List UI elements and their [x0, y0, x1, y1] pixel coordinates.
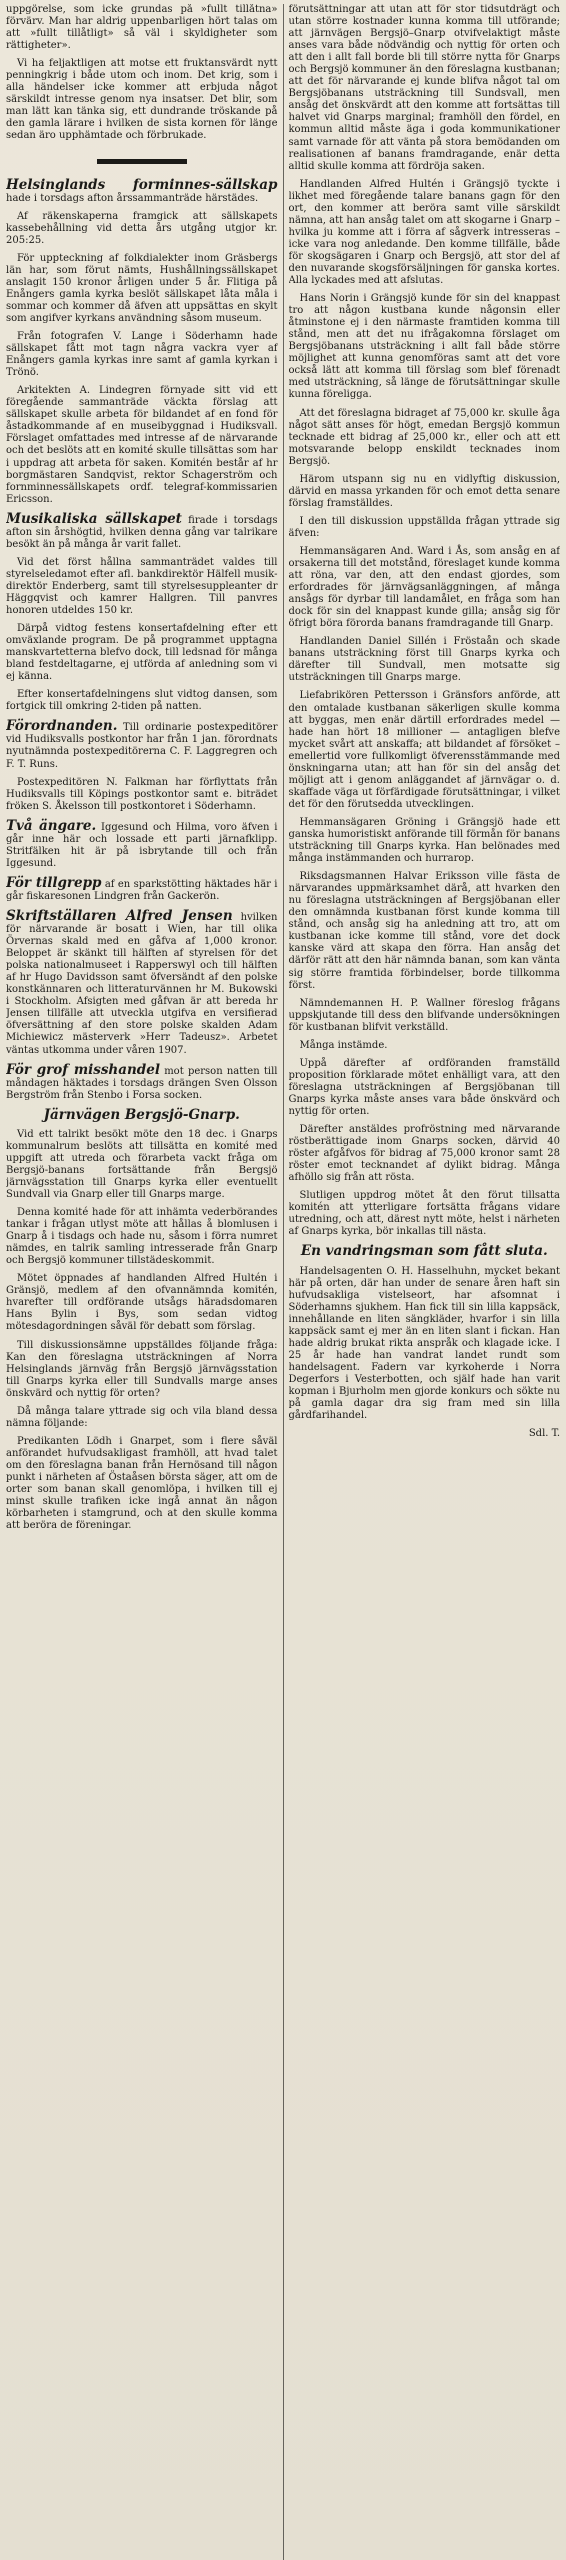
article-paragraph: Nämndemannen H. P. Wallner föreslog frågans uppskjutande till dess den blifvande undersökningen för kustbanan blifvit verkställd.	[288, 997, 560, 1033]
article-lead: mot person natten till måndagen häktades i torsdags drängen Sven Olsson Bergström från Stenbo i Forsa socken.	[6, 1065, 278, 1101]
article-paragraph: Liefabrikören Pettersson i Gränsfors anförde, att den omtalade kustbanan säkerligen skulle komma att byggas, men enär därtill erfordrades medel — hade han hört 18 millioner — antagligen blefve mycket svårt att anskaffa; att bildandet af försöket – emellertid vore fullkomligt öfverensstämmande med önskningarna utan; att han för sin del ansåg det möjligt att i genom anläggandet af järnvägar o. d. skaffade väga ut förfärdigade förutsättningar, i vilket det för den förutsedda utvecklingen.	[288, 690, 560, 810]
article-paragraph: Att det föreslagna bidraget af 75,000 kr. skulle åga något sätt anses för högt, emedan Bergsjö kommun tecknade ett bidrag af 25,000 kr., eller och att ett motsvarande belopp enskildt tecknades inom Bergsjö.	[288, 407, 560, 467]
article-signature: Sdl. T.	[528, 1428, 560, 1440]
article-vandringsman	[289, 1244, 561, 1440]
article-alfred-jensen	[6, 909, 278, 1057]
intro-paragraph: uppgörelse, som icke grundas på »fullt tillåtna» förvärv. Man har aldrig uppenbarligen hört talas om att »fullt tillåtligt» så väl i skyldigheter som rättigheter».	[6, 4, 278, 52]
article-lead: hade i torsdags afton årssammanträde härstädes.	[6, 192, 259, 204]
article-tva-angare	[6, 819, 278, 870]
article-heading: Förordnanden.	[6, 718, 118, 735]
article-lead: af en sparkstötting häktades här i går fiskaresonen Lindgren från Gackerön.	[6, 878, 278, 902]
article-paragraph: Från fotografen V. Lange i Söderhamn hade sällskapet fått mot tagn några vackra vyer af Enångers gamla kyrkas inre samt af gamla kyrkan i Trönö.	[6, 331, 278, 379]
column-rule	[283, 4, 284, 2560]
article-paragraph: Handlanden Daniel Sillén i Fröstaån och skade banans utsträckning först till Gnarps kyrka och därefter till Sundvall, men motsatte sig utsträckningen till Gnarps marge.	[288, 636, 560, 684]
article-paragraph: Många instämde.	[299, 1039, 388, 1051]
article-paragraph: Härom utspann sig nu en vidlyftig diskussion, därvid en massa yrkanden för och emot detta senare förslag framställdes.	[288, 473, 560, 509]
article-paragraph: Postexpeditören N. Falkman har förflyttats från Hudiksvalls till Köpings postkontor samt e. biträdet fröken S. Åkelsson till postkontoret i Söderhamn.	[6, 776, 278, 812]
article-musikaliska	[6, 512, 278, 714]
article-heading: En vandringsman som fått sluta.	[300, 1243, 548, 1260]
article-heading: Två ängare.	[6, 817, 97, 834]
article-heading: Helsinglands forminnes-sällskap	[6, 176, 278, 193]
article-jarnvagen	[6, 1108, 278, 1533]
columns	[6, 4, 560, 2560]
section-divider	[97, 159, 187, 164]
article-paragraph: Därefter anstäldes profröstning med närvarande röstberättigade inom Gnarps socken, därvid 40 röster afgåfvos för bidrag af 75,000 kronor samt 28 röster emot tecknandet af dylikt bidrag. Många afhöllo sig från att rösta.	[288, 1124, 560, 1184]
article-paragraph: För uppteckning af folkdialekter inom Gräsbergs län har, som förut nämts, Hushållningssällskapet anslagit 150 kronor årligen under 5 år. Flitiga på Enångers gamla kyrka beslöt sällskapet låta måla i sommar och kommer då äfven att uppsättas en skylt som angifver kyrkans användning såsom museum.	[6, 252, 278, 324]
article-forminnessallskap	[6, 178, 278, 506]
article-paragraph: Därpå vidtog festens konsertafdelning efter ett omväxlande program. De på programmet upptagna manskvartetterna blefvo dock, till ledsnad för många bland festdeltagarne, ej utförda af anledning som vi ej känna.	[6, 623, 278, 683]
left-column	[6, 4, 278, 2560]
article-lead: Handelsagenten O. H. Hasselhuhn, mycket bekant här på orten, där han under de senare åren haft sin hufvudsakliga vistelseort, har afsomnat i Söderhamns sjukhem. Han fick till sin lilla kappsäck, innehållande en liten sängkläder, hvarfor i sin lilla kappsäck samt ej mer än en liten slant i fickan. Han hade aldrig brukat rikta anspråk och klagade icke. I 25 år hade han vandrat landet rundt som handelsagent. Fadern var kyrkoherde i Norra Degerfors i Vesterbotten, och själf hade han varit kopman i Bjurholm men gjorde konkurs och sökte nu på gamla dagar dra sig fram med sin lilla gårdfarihandel.	[288, 1265, 560, 1422]
article-paragraph: Då många talare yttrade sig och vila bland dessa nämna följande:	[6, 1405, 278, 1429]
article-heading: För tillgrepp	[6, 874, 102, 891]
article-paragraph: Arkitekten A. Lindegren förnyade sitt vid ett föregående sammanträde väckta förslag att sällskapet skulle arbeta för bildandet af en fond för åstadkommande af en museibyggnad i Hudiksvall. Förslaget omfattades med intresse af de närvarande och det beslöts att en komité skulle tillsättas som har i uppdrag att arbeta för saken. Komitén består af hr borgmästaren Sandqvist, rektor Schagerström och fornminnessällskapets ordf. telegraf-kommissarien Ericsson.	[6, 385, 278, 505]
article-paragraph: Hans Norin i Grängsjö kunde för sin del knappast tro att någon kustbana kunde någonsin eller åtminstone ej i den närmaste framtiden komma till stånd, men att det nu ifrågakomna förslaget om Bergsjöbanans utsträckning i allt fall både större möjlighet att kunna genomföras samt att det vore också lätt att komma till förslag som blef förenadt med utsträckning, så länge de förutsättningar skulle kunna föreligga.	[288, 293, 560, 401]
continued-paragraph: förutsättningar att utan att för stor tidsutdrägt och utan större kostnader kunna komma till utförande; att järnvägen Bergsjö–Gnarp otvifvelaktigt måste anses vara både nödvändig och nyttig för orten och att den i allt fall borde bli till större nytta för Gnarps och Bergsjö kommuner än den föreslagna kustbanan; att det för närvarande ej kunde blifva något tal om Bergsjöbanans utsträckning till Sundsvall, men ansåg det önskvärdt att den komme att fortsättas till halvet vid Gnarps marginal; framhöll den fördel, en kommun alltid måste äga i goda kommunikationer samt varnade för att vänta på stora bemödanden om realisationen af banans framdragande, enär detta alltid skulle komma att fördröja saken.	[288, 4, 560, 172]
article-forordnanden	[6, 719, 278, 812]
article-paragraph: Till diskussionsämne uppställdes följande fråga: Kan den föreslagna utsträckningen af Norra Helsinglands järnväg från Bergsjö järnvägsstation till Gnarps kyrka eller till Sundvalls marge anses önskvärd och nyttig för orten?	[6, 1339, 278, 1399]
article-paragraph: Vid det först hållna sammanträdet valdes till styrelseledamot efter afl. bankdirektör Hälfell musik-direktör Enderberg, samt till styrelsesuppleanter dr Häggqvist och kamrer Hallgren. Till panvres honoren utdeldes 150 kr.	[6, 556, 278, 617]
article-paragraph: Denna komité hade för att inhämta vederbörandes tankar i frågan utlyst möte att hållas å blomlusen i Gnarp å i tisdags och hade nu, såsom i förra numret nämdes, en talrik samling intresserade från Gnarp och Bergsjö kommuner tillstädeskommit.	[6, 1207, 278, 1267]
article-paragraph: Hemmansägaren And. Ward i Ås, som ansåg en af orsakerna till det motstånd, föreslaget kunde komma att röna, var den, att den endast gjordes, som erfordrades för järnvägsanläggningen, af många ansågs för dyrbar till landamålet, en fråga som han dock för sin del knappast kunde gilla; ansåg sig för öfrigt böra förorda banans framdragande till Gnarp.	[288, 545, 560, 630]
article-lead: hvilken för närvarande är bosatt i Wien, har till olika Örvernas skald med en gåfva af 1,000 kronor. Beloppet är skänkt till hälften af styrelsen för det polska nationalmuseet i Rapperswyl och till hälften af hr Hugo Davidsson samt öfversändt af den polske konstkännaren och litteraturvännen hr M. Bukowski i Stockholm. Afsigten med gåfvan är att bereda hr Jensen tillfälle att utveckla utgifva en versifierad öfversättning af den store polske skalden Adam Michiewicz mästerverk »Herr Tadeusz». Arbetet väntas utkomma under våren 1907.	[6, 912, 278, 1056]
article-paragraph: Handlanden Alfred Hultén i Grängsjö tyckte i likhet med föregående talare banans gagn för den ort, den kommer att beröra samt ville särskildt nämna, att han ansåg talet om att skogarne i Gnarp – hvilka ju komme att i förra af sågverk intresseras – icke vara nog anledande. Den komme tillfälle, både för skogsägaren i Gnarp och Bergsjö, att stor del af den nuvarande skogsförsäljningen för ganska kortes. Alla lyckades med att afslutas.	[288, 178, 560, 287]
article-tillgrepp	[6, 876, 278, 903]
article-heading: Musikaliska sällskapet	[6, 510, 182, 527]
article-heading: Skriftställaren Alfred Jensen	[6, 908, 233, 924]
article-heading: Järnvägen Bergsjö-Gnarp.	[43, 1106, 240, 1123]
article-paragraph: Hemmansägaren Gröning i Grängsjö hade ett ganska humoristiskt anförande till förmån för banans utsträckning till Gnarps kyrka. Han belönades med många instämmanden och hurrarop.	[288, 816, 560, 865]
article-paragraph: Slutligen uppdrog mötet åt den förut tillsatta komitén att ytterligare fortsätta frågans vidare utredning, och att, därest nytt möte, helst i närheten af Gnarps kyrka, bör inkallas till nästa.	[288, 1190, 560, 1238]
article-lead: Till ordinarie postexpeditörer vid Hudiksvalls postkontor har från 1 jan. förordnats nyutnämnda postexpeditörerna C. F. Laggregren och F. T. Runs.	[6, 722, 278, 770]
right-column	[289, 4, 561, 2560]
article-lead: Vid ett talrikt besökt möte den 18 dec. i Gnarps kommunalrum beslöts att tillsätta en komité med uppgift att utreda och förarbeta vackt fråga om Bergsjö-banans fortsättande från Bergsjö järnvägsstation till Gnarps kyrka eller eventuellt Sundvall via Gnarp eller till Gnarps marge.	[6, 1128, 278, 1200]
article-paragraph: Af räkenskaperna framgick att sällskapets kassebehållning vid detta års utgång utgjor kr. 205:25.	[6, 210, 278, 246]
article-heading: För grof misshandel	[6, 1061, 160, 1078]
article-paragraph: I den till diskussion uppställda frågan yttrade sig äfven:	[288, 515, 560, 539]
article-misshandel	[6, 1063, 278, 1102]
article-lead: firade i torsdags afton sin årshögtid, hvilken denna gång var talrikare besökt än på många år varit fallet.	[6, 514, 278, 550]
article-paragraph: Uppå därefter af ordföranden framställd proposition förklarade mötet enhälligt vara, att den föreslagna utsträckningen af Bergsjöbanan till Gnarps kyrka måste anses vara både önskvärd och nyttig för orten.	[288, 1057, 560, 1117]
article-lead: Iggesund och Hilma, voro äfven i går inne här och lossade ett parti järnafklipp. Stritfälken hit är på isbrytande till och från Iggesund.	[6, 821, 278, 869]
article-paragraph: Mötet öppnades af handlanden Alfred Hultén i Gränsjö, medlem af den ofvannämnda komitén, hvarefter till ordförande utsågs häradsdomaren Hans Bylin i Bys, som sedan vidtog mötesdagordningen såväl för debatt som förslag.	[6, 1273, 278, 1333]
article-paragraph: Riksdagsmannen Halvar Eriksson ville fästa de närvarandes uppmärksamhet därå, att hvarken den nu föreslagna utsträckningen af Bergsjöbanan eller den omnämnda kustbanan först kunde komma till stånd, och ansåg sig ha anledning att tro, att om kustbanan icke komme till stånd, vore det dock kanske värd att skapa den förra. Han ansåg det därför rätt att den här nämnda banan, som kan vänta sig större framtida förbindelser, borde tillkomma först.	[288, 871, 560, 991]
article-paragraph: Predikanten Lödh i Gnarpet, som i flere såväl anförandet hufvudsakligast framhöll, att hvad talet om den föreslagna banan från Hernösand till någon punkt i närheten af Östaåsen börsta säger, att om de orter som banan skall genomlöpa, i hvilken till ej minst skulle trafiken icke ingå annat än någon körbarheten i stamgrund, och at den skulle komma att beröra de föreningar.	[6, 1435, 278, 1532]
article-paragraph: Efter konsertafdelningens slut vidtog dansen, som fortgick till omkring 2-tiden på natten.	[6, 689, 278, 713]
intro-paragraph-2: Vi ha feljaktligen att motse ett fruktansvärdt nytt penningkrig i både utom och inom. Det krig, som i alla händelser icke kommer att erbjuda något särskildt intresse genom nya insatser. Det blir, som man lätt kan tänka sig, ett dundrande tröskande på den gamla lärare i hvilken de sista kornen för länge sedan äro upphämtade och förbrukade.	[6, 58, 278, 142]
